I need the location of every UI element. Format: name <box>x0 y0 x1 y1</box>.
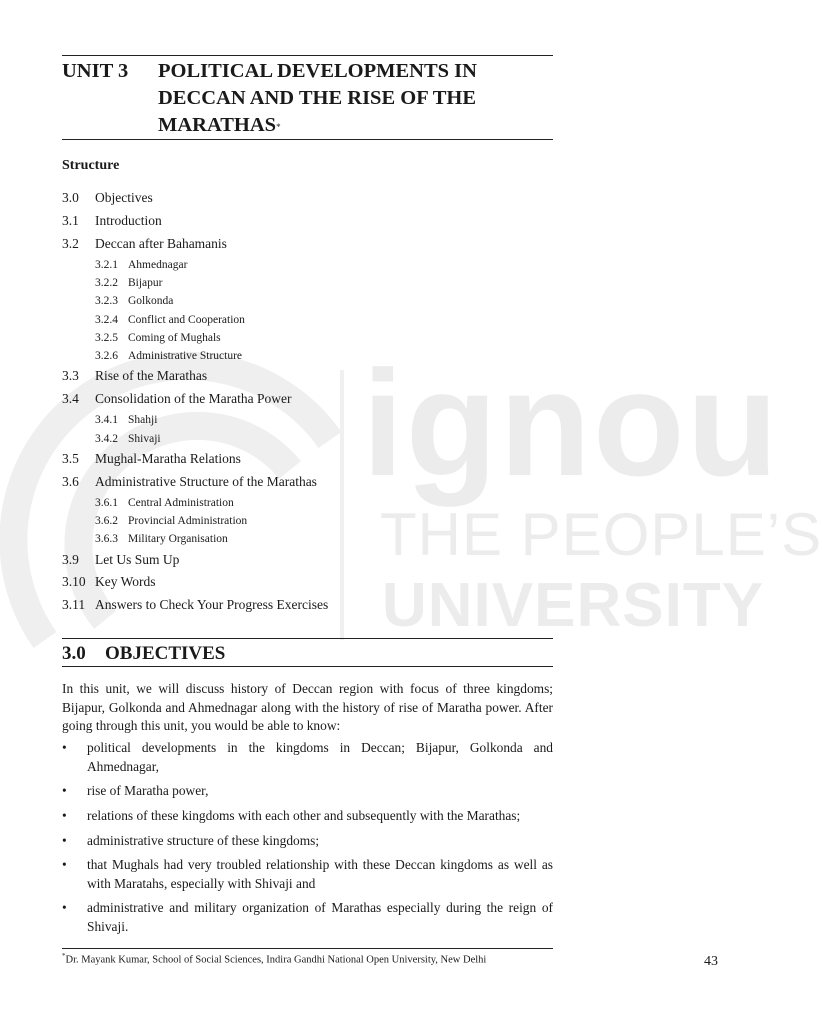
toc-item-label: Answers to Check Your Progress Exercises <box>95 597 329 613</box>
toc-item <box>62 365 553 388</box>
toc-item-label: Golkonda <box>128 295 174 308</box>
toc-item-number: 3.6.3 <box>95 533 118 546</box>
toc-item-label: Bijapur <box>128 276 163 289</box>
toc-item-number: 3.6 <box>62 473 79 489</box>
intro-paragraph: In this unit, we will discuss history of Deccan region with focus of three kingdoms; Bijapur, Golkonda and Ahmednagar along with the history of rise of Maratha power. After going through this unit, you would be able to know: <box>62 681 553 733</box>
toc-item-label: Shahji <box>128 414 158 427</box>
toc-item <box>62 274 553 292</box>
section-bottom-rule <box>62 666 553 667</box>
toc-item <box>62 411 553 429</box>
toc-item <box>62 530 553 548</box>
toc-item-number: 3.5 <box>62 450 79 466</box>
toc-item <box>62 494 553 512</box>
toc-item-number: 3.6.2 <box>95 514 118 527</box>
list-item-text: administrative and military organization of Marathas especially during the reign of Shivaji. <box>87 900 553 934</box>
structure-heading: Structure <box>62 158 120 173</box>
toc-item-number: 3.9 <box>62 551 79 567</box>
toc-item <box>62 512 553 530</box>
bullet-icon: • <box>62 807 67 823</box>
bullet-icon: • <box>62 900 67 916</box>
unit-footnote-mark: * <box>276 122 281 132</box>
toc-item <box>62 571 553 594</box>
toc-item-number: 3.4.1 <box>95 414 118 427</box>
footnote-mark: * <box>62 952 66 960</box>
toc-item-label: Coming of Mughals <box>128 331 221 344</box>
bullet-icon: • <box>62 740 67 755</box>
toc-item <box>62 311 553 329</box>
bullet-icon: • <box>62 832 67 848</box>
footnote <box>62 952 486 966</box>
toc-item-label: Conflict and Cooperation <box>128 313 245 326</box>
list-item <box>62 832 553 851</box>
bullet-icon: • <box>62 857 67 873</box>
toc-item-number: 3.1 <box>62 212 79 228</box>
toc-item <box>62 388 553 411</box>
toc-item <box>62 430 553 448</box>
unit-number: UNIT 3 <box>62 60 129 82</box>
toc-item <box>62 594 553 617</box>
toc-item <box>62 329 553 347</box>
table-of-contents <box>62 187 553 617</box>
toc-item-number: 3.3 <box>62 368 79 384</box>
toc-item-label: Mughal-Maratha Relations <box>95 450 241 466</box>
toc-item-number: 3.2.3 <box>95 295 118 308</box>
list-item-text: that Mughals had very troubled relationship with these Deccan kingdoms as well as with Maratahs, especially with Shivaji and <box>87 857 553 891</box>
toc-item-label: Introduction <box>95 212 162 228</box>
toc-item-label: Rise of the Marathas <box>95 368 208 384</box>
toc-item <box>62 448 553 471</box>
toc-item-label: Key Words <box>95 574 156 590</box>
toc-item <box>62 292 553 310</box>
unit-name <box>158 58 558 139</box>
toc-item-label: Shivaji <box>128 432 161 445</box>
toc-item-number: 3.2.4 <box>95 313 118 326</box>
toc-item-label: Objectives <box>95 190 153 205</box>
section-top-rule <box>62 638 553 639</box>
toc-item <box>62 549 553 572</box>
toc-item <box>62 187 553 210</box>
toc-item <box>62 347 553 365</box>
toc-item-number: 3.4 <box>62 391 79 407</box>
toc-item-label: Consolidation of the Maratha Power <box>95 391 292 407</box>
toc-item-number: 3.2.2 <box>95 276 118 289</box>
toc-item <box>62 256 553 274</box>
section-number: 3.0 <box>62 643 86 664</box>
watermark-line1: THE PEOPLE’S <box>380 501 822 568</box>
watermark-brand: ignou <box>362 339 781 507</box>
watermark-line2: UNIVERSITY <box>382 571 765 640</box>
list-item <box>62 807 553 826</box>
list-item-text: administrative structure of these kingdoms; <box>87 832 320 848</box>
bullet-icon: • <box>62 783 67 799</box>
list-item-text: political developments in the kingdoms in Deccan; Bijapur, Golkonda and Ahmednagar, <box>87 740 553 774</box>
toc-item <box>62 210 553 233</box>
section-title: OBJECTIVES <box>105 643 226 664</box>
title-top-rule <box>62 55 553 56</box>
toc-item-number: 3.10 <box>62 574 86 590</box>
toc-item-number: 3.11 <box>62 597 86 613</box>
toc-item-label: Provincial Administration <box>128 514 248 527</box>
list-item-text: relations of these kingdoms with each other and subsequently with the Marathas; <box>87 807 521 823</box>
toc-item-label: Administrative Structure <box>128 350 243 363</box>
objectives-list <box>62 739 553 943</box>
footnote-rule <box>62 948 553 949</box>
toc-item-number: 3.2 <box>62 235 79 251</box>
toc-item-label: Central Administration <box>128 496 234 509</box>
list-item <box>62 856 553 893</box>
footnote-text: Dr. Mayank Kumar, School of Social Sciences, Indira Gandhi National Open University, New Delhi <box>65 954 487 966</box>
list-item <box>62 899 553 936</box>
toc-item-label: Let Us Sum Up <box>95 551 180 567</box>
title-bottom-rule <box>62 139 553 140</box>
toc-item-number: 3.0 <box>62 190 79 205</box>
list-item <box>62 782 553 801</box>
toc-item-number: 3.2.1 <box>95 258 118 271</box>
unit-name-text: POLITICAL DEVELOPMENTS IN DECCAN AND THE RISE OF THE MARATHAS <box>158 60 477 136</box>
toc-item-label: Ahmednagar <box>128 258 188 271</box>
toc-item <box>62 233 553 256</box>
toc-item-label: Military Organisation <box>128 533 228 546</box>
toc-item <box>62 471 553 494</box>
list-item-text: rise of Maratha power, <box>87 783 209 799</box>
toc-item-number: 3.4.2 <box>95 432 118 445</box>
toc-item-label: Deccan after Bahamanis <box>95 235 227 251</box>
toc-item-number: 3.2.6 <box>95 350 118 363</box>
toc-item-label: Administrative Structure of the Marathas <box>95 473 317 489</box>
toc-item-number: 3.2.5 <box>95 331 118 344</box>
toc-item-number: 3.6.1 <box>95 496 118 509</box>
list-item <box>62 739 553 776</box>
page-number: 43 <box>704 954 718 969</box>
